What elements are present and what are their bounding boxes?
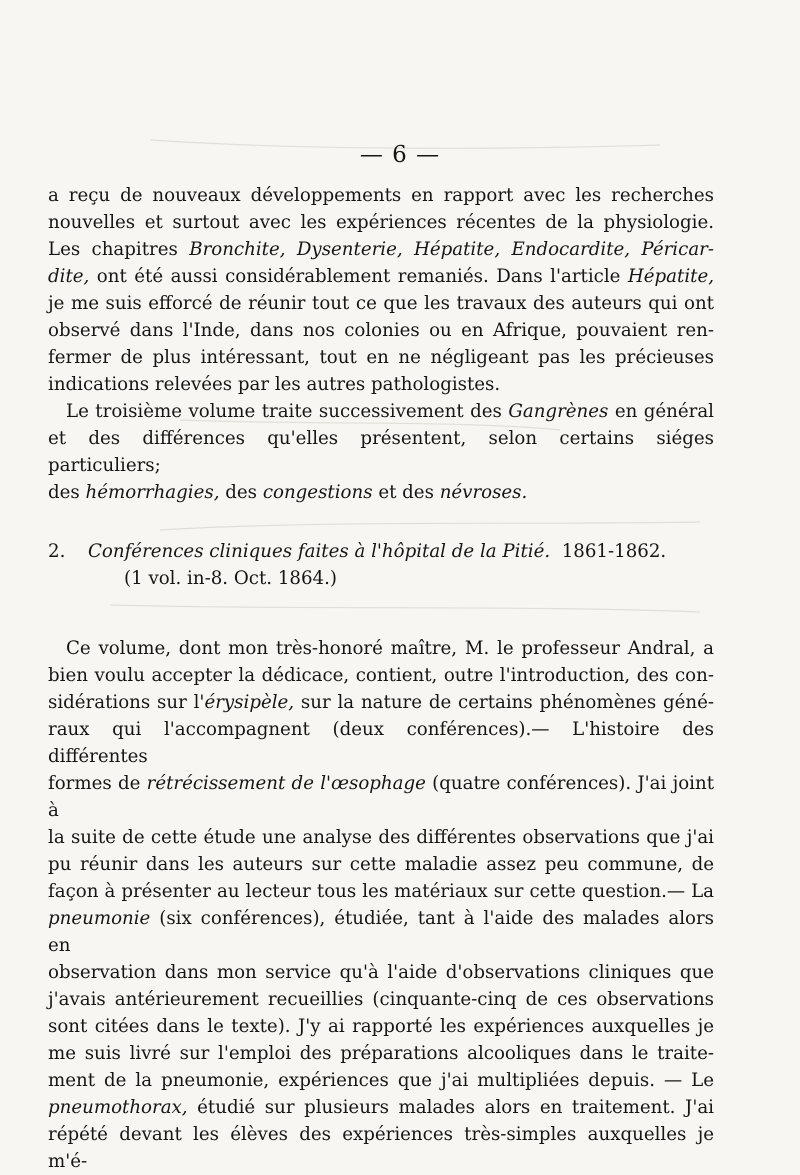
text-line [48,290,714,317]
section-subtitle: (1 vol. in-8. Oct. 1864.) [124,568,337,589]
italic-term: névroses. [439,482,528,503]
text-line [48,959,714,986]
text-line [48,878,714,905]
text-run: je me suis efforcé de réunir tout ce que les travaux des auteurs qui ont [48,293,714,314]
text-run: Ce volume, dont mon très-honoré maître, M. le professeur Andral, a [66,638,714,659]
text-line [48,182,714,209]
text-run: indications relevées par les autres pathologistes. [48,374,501,395]
section-2-title-line [48,538,714,565]
text-line [48,1121,714,1175]
text-line [48,662,714,689]
text-run: sur la nature de certains phénomènes géné- [294,692,714,713]
text-run: étudié sur plusieurs malades alors en traitement. J'ai [187,1097,714,1118]
italic-term: pneumonie [48,908,151,929]
text-run: répété devant les élèves des expériences très-simples auxquelles je m'é- [48,1124,714,1172]
section-number: 2. [48,541,66,562]
text-run: ont été aussi considérablement remaniés. Dans l'article [89,266,628,287]
italic-term: pneumothorax, [48,1097,188,1118]
text-run: bien voulu accepter la dédicace, contient, outre l'introduction, des con- [48,665,714,686]
italic-term: Bronchite, Dysenterie, Hépatite, Endocardite, Péricar- [189,239,714,260]
text-line [48,905,714,959]
text-run: (six conférences), étudiée, tant à l'aide des malades alors en [48,908,714,956]
italic-term: dite, [48,266,90,287]
text-run: et des [372,482,440,503]
text-run: et des différences qu'elles présentent, selon certains siéges particuliers; [48,428,714,476]
italic-term: hémorrhagies, [85,482,220,503]
text-line [48,824,714,851]
text-line [48,716,714,770]
text-line [48,425,714,479]
text-run: des [219,482,263,503]
text-line [48,689,714,716]
paragraph-chapters [48,182,714,398]
text-run: en général [608,401,714,422]
text-run: sont citées dans le texte). J'y ai rapporté les expériences auxquelles je [48,1016,714,1037]
text-line [48,263,714,290]
text-line [48,371,714,398]
text-line [48,209,714,236]
paragraph-third-volume [48,398,714,506]
text-run: des [48,482,86,503]
text-line [48,344,714,371]
text-line [48,1094,714,1121]
text-run: Le troisième volume traite successivement des [66,401,509,422]
italic-term: congestions [262,482,373,503]
italic-term: rétrécissement de l'œsophage [146,773,426,794]
body-text-bottom [48,635,714,1175]
italic-term: Gangrènes [508,401,609,422]
text-line [48,851,714,878]
section-years: 1861-1862. [561,541,667,562]
text-run: Les chapitres [48,239,190,260]
text-run: façon à présenter au lecteur tous les matériaux sur cette question.— La [48,881,714,902]
text-run: (quatre conférences). J'ai joint à [48,773,714,821]
italic-term: Hépatite, [627,266,714,287]
text-line [48,236,714,263]
text-line [48,317,714,344]
italic-term: érysipèle, [204,692,295,713]
text-run: la suite de cette étude une analyse des différentes observations que j'ai [48,827,714,848]
text-line [48,770,714,824]
text-run: j'avais antérieurement recueillies (cinquante-cinq de ces observations [48,989,714,1010]
paragraph-volume-description [48,635,714,1175]
text-run: observé dans l'Inde, dans nos colonies ou en Afrique, pouvaient ren- [48,320,714,341]
text-run: sidérations sur l' [48,692,205,713]
text-line [48,479,714,506]
section-2-heading [48,538,714,592]
text-run: nouvelles et surtout avec les expériences récentes de la physiologie. [48,212,714,233]
section-title: Conférences cliniques faites à l'hôpital de la Pitié. [88,541,551,562]
text-run: me suis livré sur l'emploi des préparations alcooliques dans le traite- [48,1043,714,1064]
text-line [48,1067,714,1094]
text-run: a reçu de nouveaux développements en rapport avec les recherches [48,185,714,206]
text-run: ment de la pneumonie, expériences que j'ai multipliées depuis. — Le [48,1070,714,1091]
text-line [48,635,714,662]
text-run: formes de [48,773,147,794]
text-line [48,986,714,1013]
text-run: pu réunir dans les auteurs sur cette maladie assez peu commune, de [48,854,714,875]
text-line [48,398,714,425]
text-run: observation dans mon service qu'à l'aide d'observations cliniques que [48,962,714,983]
text-run: fermer de plus intéressant, tout en ne négligeant pas les précieuses [48,347,714,368]
page-number: — 6 — [359,142,441,168]
text-line [48,1013,714,1040]
text-run: raux qui l'accompagnent (deux conférences).— L'histoire des différentes [48,719,714,767]
body-text-top [48,182,714,506]
text-line [48,1040,714,1067]
